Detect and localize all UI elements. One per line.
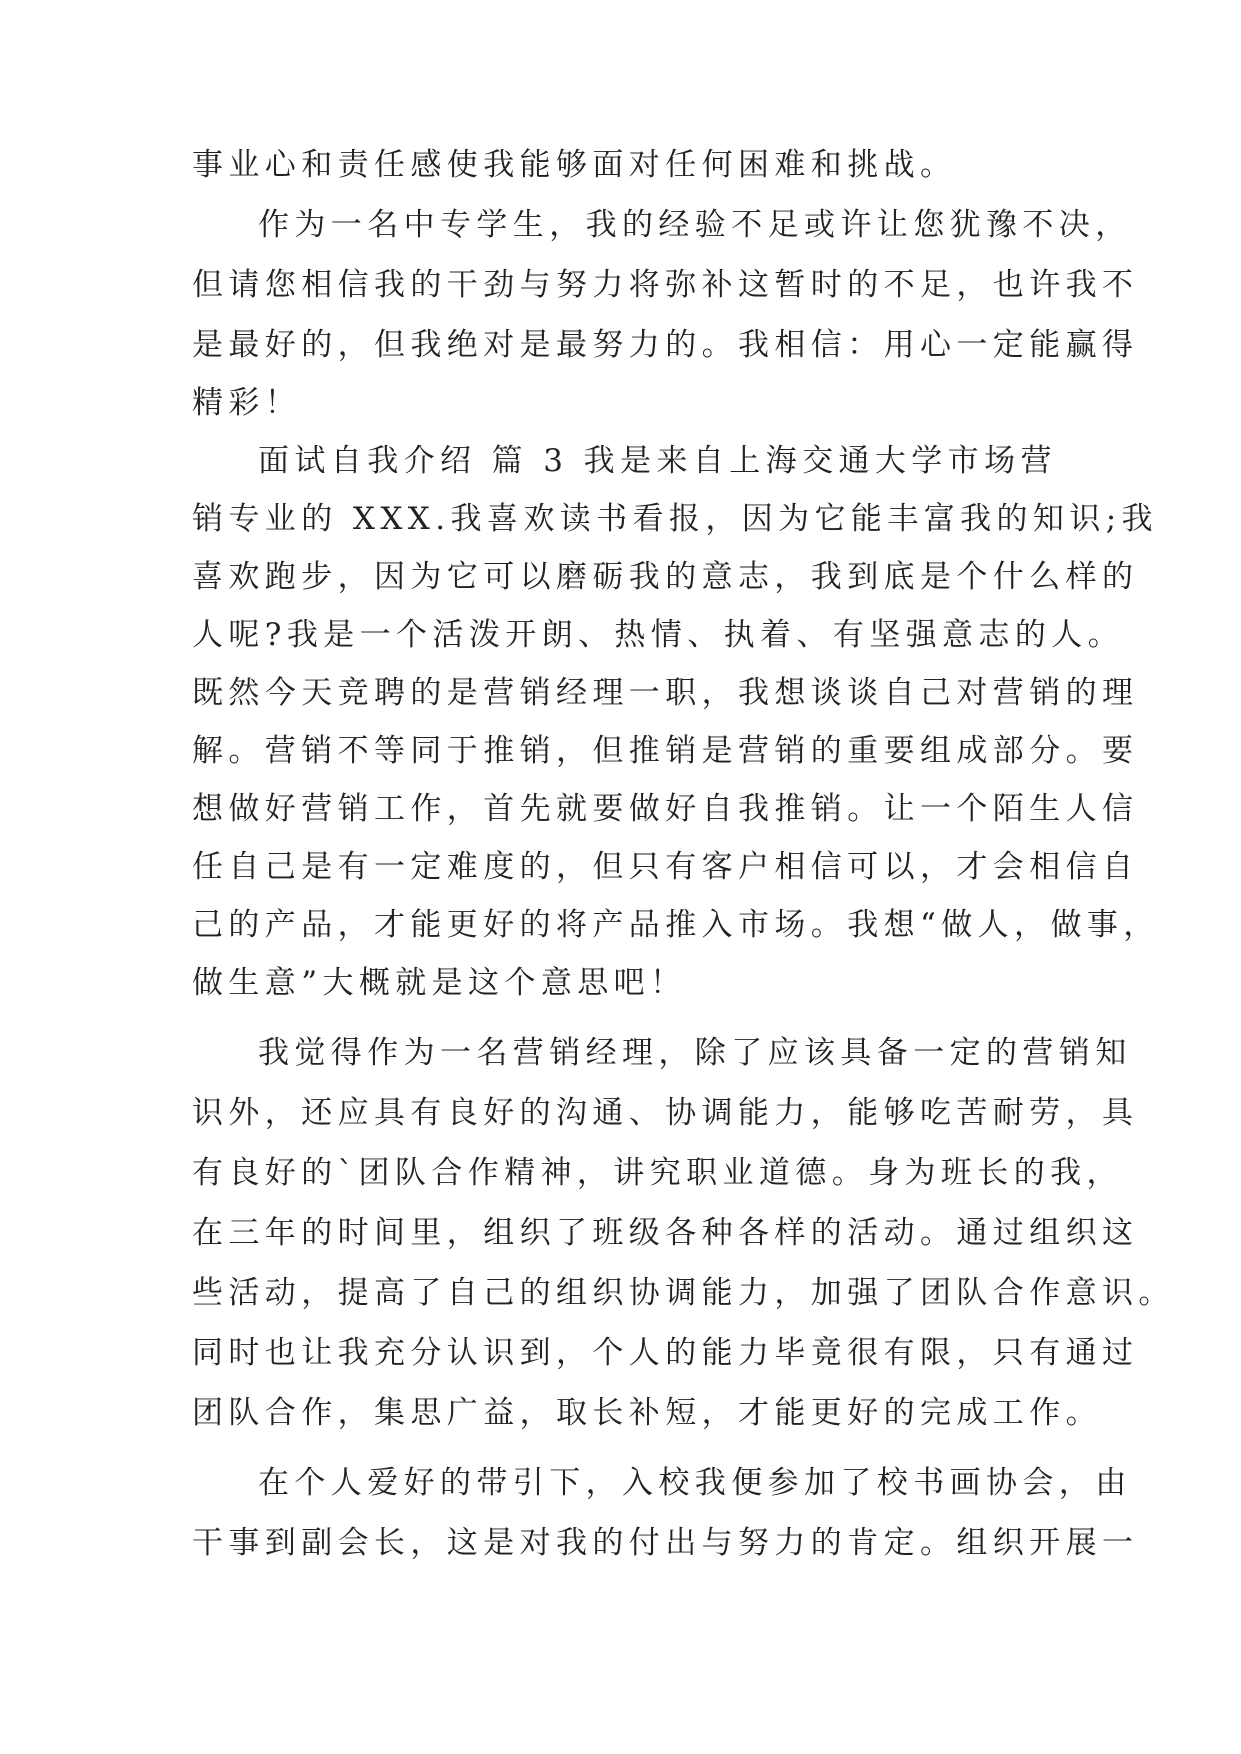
text-line-21: 同时也让我充分认识到，个人的能力毕竟很有限，只有通过 [192, 1335, 1139, 1371]
text-line-20: 些活动，提高了自己的组织协调能力，加强了团队合作意识。 [192, 1275, 1175, 1311]
text-line-23: 在个人爱好的带引下，入校我便参加了校书画协会，由 [258, 1465, 1132, 1501]
text-line-14: 己的产品，才能更好的将产品推入市场。我想“做人，做事， [192, 907, 1160, 943]
text-line-17: 识外，还应具有良好的沟通、协调能力，能够吃苦耐劳，具 [192, 1095, 1139, 1131]
text-line-16: 我觉得作为一名营销经理，除了应该具备一定的营销知 [258, 1035, 1132, 1071]
text-line-8: 喜欢跑步，因为它可以磨砺我的意志，我到底是个什么样的 [192, 559, 1139, 595]
text-line-7: 销专业的 XXX.我喜欢读书看报，因为它能丰富我的知识;我 [192, 501, 1158, 537]
text-line-5: 精彩！ [192, 385, 302, 421]
text-line-2: 作为一名中专学生，我的经验不足或许让您犹豫不决， [258, 207, 1132, 243]
text-line-3: 但请您相信我的干劲与努力将弥补这暂时的不足，也许我不 [192, 267, 1139, 303]
text-line-13: 任自己是有一定难度的，但只有客户相信可以，才会相信自 [192, 849, 1139, 885]
text-line-24: 干事到副会长，这是对我的付出与努力的肯定。组织开展一 [192, 1525, 1139, 1561]
text-line-10: 既然今天竞聘的是营销经理一职，我想谈谈自己对营销的理 [192, 675, 1139, 711]
text-line-1: 事业心和责任感使我能够面对任何困难和挑战。 [192, 147, 957, 183]
section-heading-line: 面试自我介绍 篇 3 我是来自上海交通大学市场营 [258, 443, 1057, 479]
text-line-12: 想做好营销工作，首先就要做好自我推销。让一个陌生人信 [192, 791, 1139, 827]
text-line-22: 团队合作，集思广益，取长补短，才能更好的完成工作。 [192, 1395, 1102, 1431]
text-line-4: 是最好的，但我绝对是最努力的。我相信：用心一定能赢得 [192, 327, 1139, 363]
text-line-15: 做生意”大概就是这个意思吧！ [192, 965, 687, 1001]
text-line-19: 在三年的时间里，组织了班级各种各样的活动。通过组织这 [192, 1215, 1139, 1251]
text-line-18: 有良好的`团队合作精神，讲究职业道德。身为班长的我， [192, 1155, 1123, 1191]
text-line-9: 人呢?我是一个活泼开朗、热情、执着、有坚强意志的人。 [192, 617, 1125, 653]
text-line-11: 解。营销不等同于推销，但推销是营销的重要组成部分。要 [192, 733, 1139, 769]
